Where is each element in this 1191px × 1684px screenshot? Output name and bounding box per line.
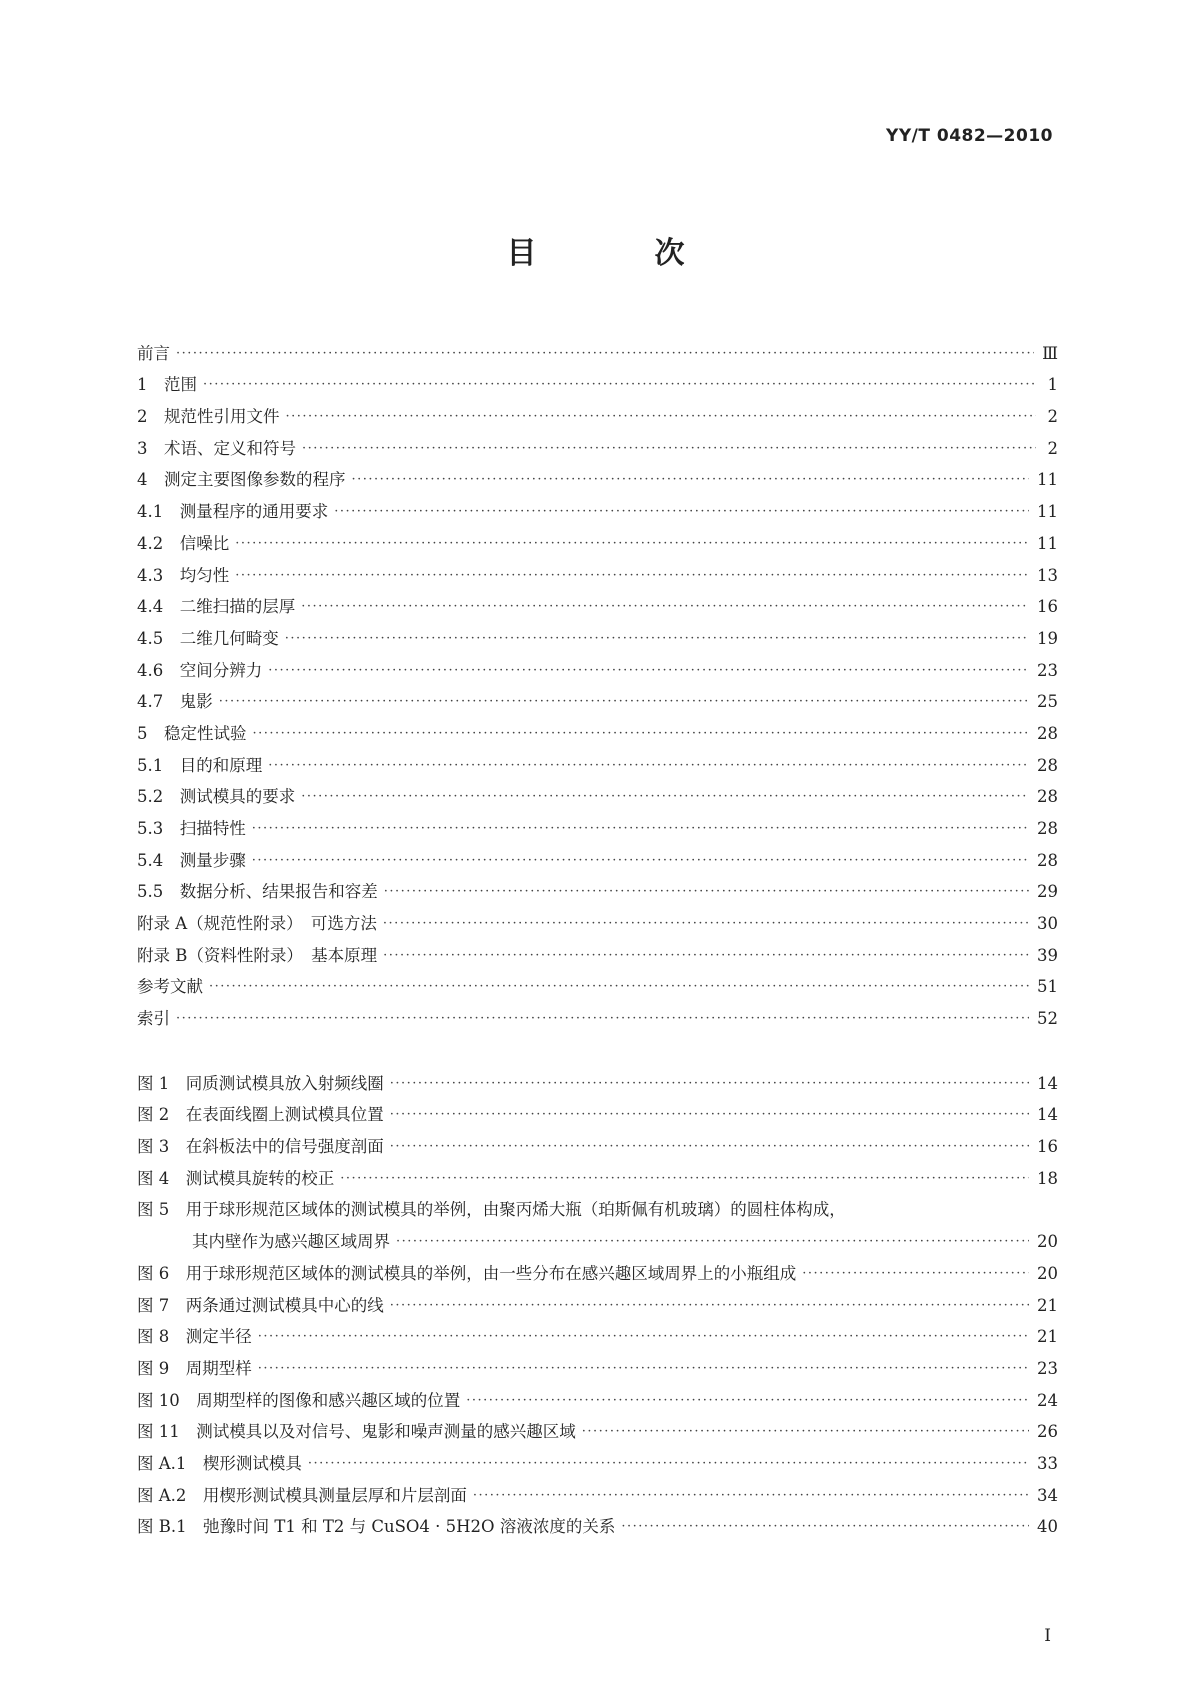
toc-entry-label: 4.2 信噪比 [137, 533, 230, 553]
figure-entry-page: 24 [1037, 1390, 1058, 1410]
figure-entry-label: 图 11 测试模具以及对信号、鬼影和噪声测量的感兴趣区域 [137, 1422, 576, 1442]
toc-entry[interactable] [137, 681, 1058, 713]
toc-entry-page: 28 [1037, 819, 1058, 838]
figure-entry-label: 图 A.1 楔形测试模具 [137, 1453, 302, 1473]
figure-entry-page: 20 [1037, 1232, 1058, 1252]
toc-entry-label: 5.3 扫描特性 [137, 819, 246, 838]
leader-dots [301, 787, 1029, 807]
figure-entry[interactable] [137, 1062, 1058, 1094]
leader-dots [582, 1422, 1029, 1442]
leader-dots [384, 882, 1029, 902]
toc-entry[interactable] [137, 554, 1058, 586]
toc-entry-page: 25 [1037, 692, 1058, 712]
toc-entry[interactable] [137, 395, 1058, 427]
figure-entry[interactable] [137, 1411, 1058, 1443]
leader-dots [340, 1169, 1029, 1189]
leader-dots [235, 534, 1029, 554]
toc-entry-label: 附录 A（规范性附录） 可选方法 [137, 914, 377, 934]
toc-entry-label: 4 测定主要图像参数的程序 [137, 470, 346, 490]
toc-entry-page: 11 [1037, 502, 1058, 522]
toc-entry[interactable] [137, 997, 1058, 1029]
leader-dots [802, 1264, 1029, 1284]
toc-entry-page: 52 [1037, 1009, 1058, 1029]
figure-entry-continuation[interactable] [137, 1220, 1058, 1252]
figure-entry-label: 图 10 周期型样的图像和感兴趣区域的位置 [137, 1390, 461, 1410]
leader-dots [235, 566, 1029, 586]
figure-entry-label: 图 1 同质测试模具放入射频线圈 [137, 1073, 384, 1093]
toc-entry[interactable] [137, 586, 1058, 618]
figure-entry-page: 20 [1037, 1263, 1058, 1283]
leader-dots [258, 1327, 1029, 1347]
toc-entry[interactable] [137, 966, 1058, 998]
toc-entry[interactable] [137, 364, 1058, 396]
figure-entry-page: 21 [1037, 1295, 1058, 1315]
figure-entry[interactable] [137, 1094, 1058, 1126]
figure-entry-page: 34 [1037, 1485, 1058, 1505]
toc-entry[interactable] [137, 839, 1058, 871]
toc-entry-page: 13 [1037, 565, 1058, 585]
toc-entry-page: 28 [1037, 723, 1058, 743]
figure-entry[interactable] [137, 1157, 1058, 1189]
figure-entry[interactable] [137, 1379, 1058, 1411]
toc-entry[interactable] [137, 649, 1058, 681]
leader-dots [203, 375, 1036, 395]
leader-dots [621, 1517, 1029, 1537]
toc-entry-label: 5.5 数据分析、结果报告和容差 [137, 882, 378, 902]
figure-entry-label: 图 B.1 弛豫时间 T1 和 T2 与 CuSO4 · 5H2O 溶液浓度的关系 [137, 1517, 616, 1537]
figure-entry-label: 图 5 用于球形规范区域体的测试模具的举例，由聚丙烯大瓶（珀斯佩有机玻璃）的圆柱体构成， [137, 1200, 846, 1220]
toc-entry-page: 30 [1037, 914, 1058, 934]
leader-dots [285, 629, 1029, 649]
leader-dots [383, 914, 1029, 934]
leader-dots [390, 1137, 1029, 1157]
leader-dots [466, 1391, 1029, 1411]
toc-entry-label: 5.1 目的和原理 [137, 755, 263, 775]
toc-entry-page: 11 [1037, 533, 1058, 553]
leader-dots [253, 724, 1030, 744]
leader-dots [258, 1359, 1029, 1379]
toc-entry-label: 4.6 空间分辨力 [137, 660, 263, 680]
figure-entry[interactable] [137, 1474, 1058, 1506]
toc-entry[interactable] [137, 332, 1058, 364]
figure-entry-page: 40 [1037, 1517, 1058, 1537]
figure-entry-label: 图 2 在表面线圈上测试模具位置 [137, 1105, 384, 1125]
leader-dots [176, 344, 1034, 364]
page-number: I [1044, 1626, 1051, 1646]
figure-entry-label: 图 7 两条通过测试模具中心的线 [137, 1295, 384, 1315]
figure-entry[interactable] [137, 1347, 1058, 1379]
toc-entry-label: 1 范围 [137, 375, 197, 395]
figure-entry[interactable] [137, 1284, 1058, 1316]
leader-dots [268, 756, 1029, 776]
figure-entry-page: 16 [1037, 1137, 1058, 1157]
figure-entry-label: 其内壁作为感兴趣区域周界 [192, 1232, 390, 1252]
figure-entry[interactable] [137, 1442, 1058, 1474]
leader-dots [252, 851, 1029, 871]
toc-entry-label: 4.5 二维几何畸变 [137, 628, 279, 648]
leader-dots [390, 1296, 1029, 1316]
toc-entry[interactable] [137, 776, 1058, 808]
toc-entry[interactable] [137, 459, 1058, 491]
page-title: 目 次 [506, 236, 729, 271]
toc-entry[interactable] [137, 522, 1058, 554]
toc-entry[interactable] [137, 807, 1058, 839]
toc-entry-label: 4.3 均匀性 [137, 565, 230, 585]
toc-entry[interactable] [137, 744, 1058, 776]
figure-entry[interactable] [137, 1506, 1058, 1538]
figure-entry-page: 26 [1037, 1422, 1058, 1442]
standard-code: YY/T 0482—2010 [886, 126, 1053, 146]
leader-dots [268, 661, 1029, 681]
toc-entry-label: 5.2 测试模具的要求 [137, 787, 296, 807]
toc-entry-label: 4.7 鬼影 [137, 692, 213, 712]
figure-entry[interactable] [137, 1189, 1058, 1221]
figure-entry[interactable] [137, 1252, 1058, 1284]
toc-entry-page: 2 [1047, 438, 1058, 458]
toc-entry[interactable] [137, 871, 1058, 903]
leader-dots [473, 1486, 1029, 1506]
leader-dots [176, 1009, 1029, 1029]
figure-entry-label: 图 8 测定半径 [137, 1327, 252, 1347]
toc-entry-label: 参考文献 [137, 977, 203, 997]
toc-main [137, 332, 1058, 1029]
figure-entry-page: 23 [1037, 1358, 1058, 1378]
toc-entry-label: 索引 [137, 1009, 170, 1029]
leader-dots [352, 470, 1030, 490]
figure-entry[interactable] [137, 1316, 1058, 1348]
toc-entry[interactable] [137, 712, 1058, 744]
toc-entry[interactable] [137, 902, 1058, 934]
toc-figures [137, 1062, 1058, 1537]
toc-entry-page: 28 [1037, 755, 1058, 775]
toc-entry-page: Ⅲ [1042, 343, 1058, 363]
figure-entry-page: 33 [1037, 1453, 1058, 1473]
toc-entry-page: 29 [1037, 882, 1058, 902]
leader-dots [252, 819, 1029, 839]
leader-dots [219, 692, 1029, 712]
figure-entry-label: 图 9 周期型样 [137, 1358, 252, 1378]
toc-entry-label: 附录 B（资料性附录） 基本原理 [137, 945, 378, 965]
toc-entry-page: 16 [1037, 597, 1058, 617]
leader-dots [286, 407, 1037, 427]
toc-entry[interactable] [137, 427, 1058, 459]
toc-entry-page: 39 [1037, 945, 1058, 965]
toc-entry[interactable] [137, 490, 1058, 522]
toc-entry-label: 前言 [137, 343, 170, 363]
figure-entry-label: 图 A.2 用楔形测试模具测量层厚和片层剖面 [137, 1485, 467, 1505]
toc-entry[interactable] [137, 617, 1058, 649]
leader-dots [390, 1074, 1029, 1094]
toc-entry-label: 2 规范性引用文件 [137, 407, 280, 427]
toc-entry-page: 51 [1037, 977, 1058, 997]
figure-entry-page: 18 [1037, 1168, 1058, 1188]
figure-entry-label: 图 6 用于球形规范区域体的测试模具的举例，由一些分布在感兴趣区域周界上的小瓶组成 [137, 1263, 797, 1283]
figure-entry-label: 图 3 在斜板法中的信号强度剖面 [137, 1137, 384, 1157]
figure-entry-page: 14 [1037, 1073, 1058, 1093]
figure-entry-label: 图 4 测试模具旋转的校正 [137, 1168, 335, 1188]
toc-entry-page: 28 [1037, 787, 1058, 807]
leader-dots [308, 1454, 1029, 1474]
figure-entry-page: 14 [1037, 1105, 1058, 1125]
toc-entry[interactable] [137, 934, 1058, 966]
toc-entry-label: 5.4 测量步骤 [137, 850, 246, 870]
figure-entry-page: 21 [1037, 1327, 1058, 1347]
toc-entry-label: 5 稳定性试验 [137, 723, 247, 743]
leader-dots [302, 439, 1036, 459]
toc-entry-label: 3 术语、定义和符号 [137, 438, 296, 458]
leader-dots [383, 946, 1029, 966]
leader-dots [396, 1232, 1029, 1252]
toc-entry-page: 23 [1037, 660, 1058, 680]
toc-entry-page: 2 [1047, 407, 1058, 427]
toc-entry-page: 19 [1037, 628, 1058, 648]
toc-entry-label: 4.1 测量程序的通用要求 [137, 502, 329, 522]
toc-entry-page: 28 [1037, 850, 1058, 870]
figure-entry[interactable] [137, 1125, 1058, 1157]
leader-dots [301, 597, 1029, 617]
toc-entry-label: 4.4 二维扫描的层厚 [137, 597, 296, 617]
leader-dots [390, 1105, 1029, 1125]
toc-entry-page: 11 [1037, 470, 1058, 490]
leader-dots [334, 502, 1029, 522]
toc-entry-page: 1 [1047, 375, 1058, 395]
leader-dots [209, 977, 1029, 997]
